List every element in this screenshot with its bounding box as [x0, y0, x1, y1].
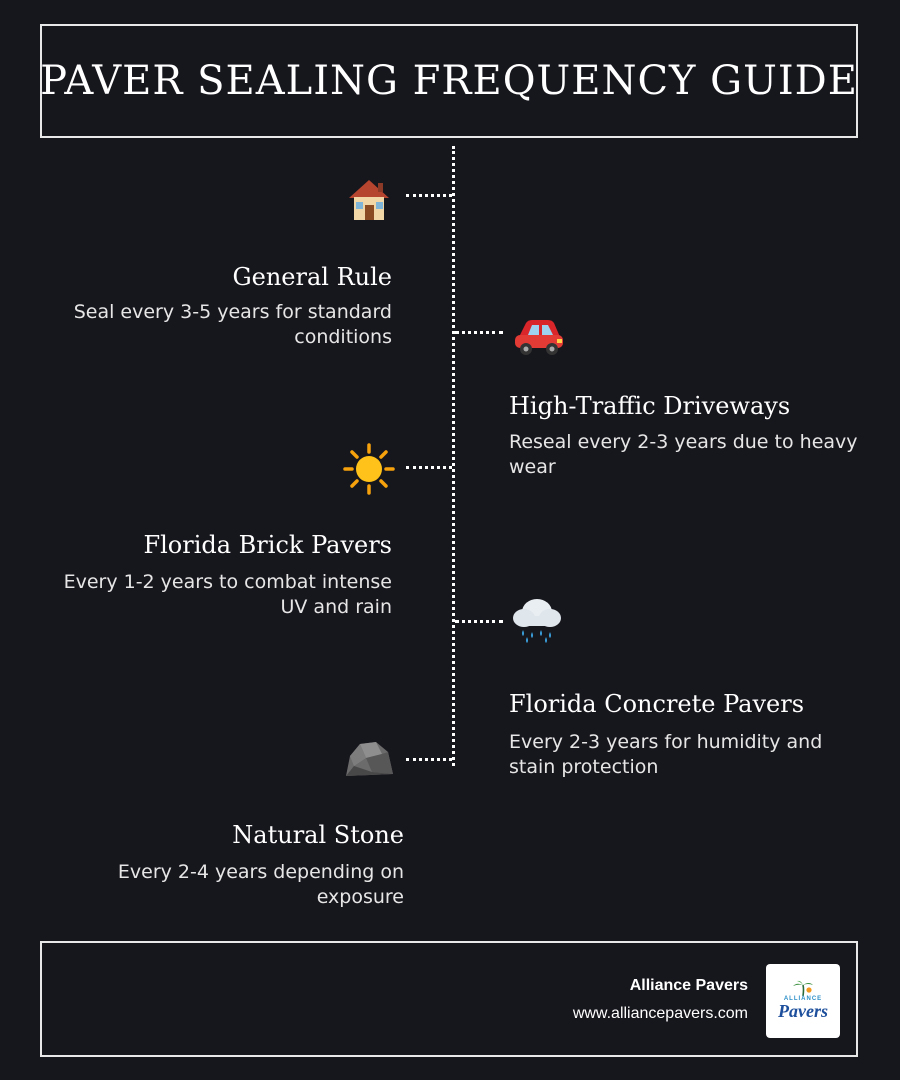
logo-small-text: ALLIANCE [783, 996, 823, 1002]
connector-high-traffic [455, 331, 503, 334]
item-desc-natural-stone: Every 2-4 years depending on exposure [117, 861, 404, 908]
car-icon [512, 308, 566, 362]
connector-florida-concrete [455, 620, 503, 623]
brand-name: Alliance Pavers [629, 977, 748, 994]
item-title-high-traffic: High-Traffic Driveways [509, 392, 791, 420]
rock-icon [342, 732, 396, 786]
sun-icon [342, 442, 396, 496]
website-link[interactable]: www.alliancepavers.com [572, 1005, 748, 1022]
item-title-natural-stone: Natural Stone [232, 821, 404, 849]
timeline-line [452, 146, 455, 766]
item-title-florida-concrete: Florida Concrete Pavers [509, 690, 805, 718]
item-desc-florida-concrete: Every 2-3 years for humidity and stain protection [509, 731, 823, 778]
item-desc-florida-brick: Every 1-2 years to combat intense UV and rain [63, 571, 392, 618]
palm-tree-icon [792, 980, 814, 996]
house-icon [342, 172, 396, 226]
page-title: PAVER SEALING FREQUENCY GUIDE [40, 58, 858, 104]
header-banner [40, 24, 858, 138]
rain-cloud-icon [510, 592, 564, 646]
company-logo [766, 964, 840, 1038]
connector-general-rule [406, 194, 452, 197]
connector-natural-stone [406, 758, 452, 761]
item-title-general-rule: General Rule [232, 263, 392, 291]
logo-main-text: Pavers [778, 1001, 828, 1021]
item-desc-high-traffic: Reseal every 2-3 years due to heavy wear [509, 431, 858, 478]
footer-banner [40, 941, 858, 1057]
item-title-florida-brick: Florida Brick Pavers [143, 531, 392, 559]
item-desc-general-rule: Seal every 3-5 years for standard conditions [73, 301, 392, 348]
connector-florida-brick [406, 466, 452, 469]
